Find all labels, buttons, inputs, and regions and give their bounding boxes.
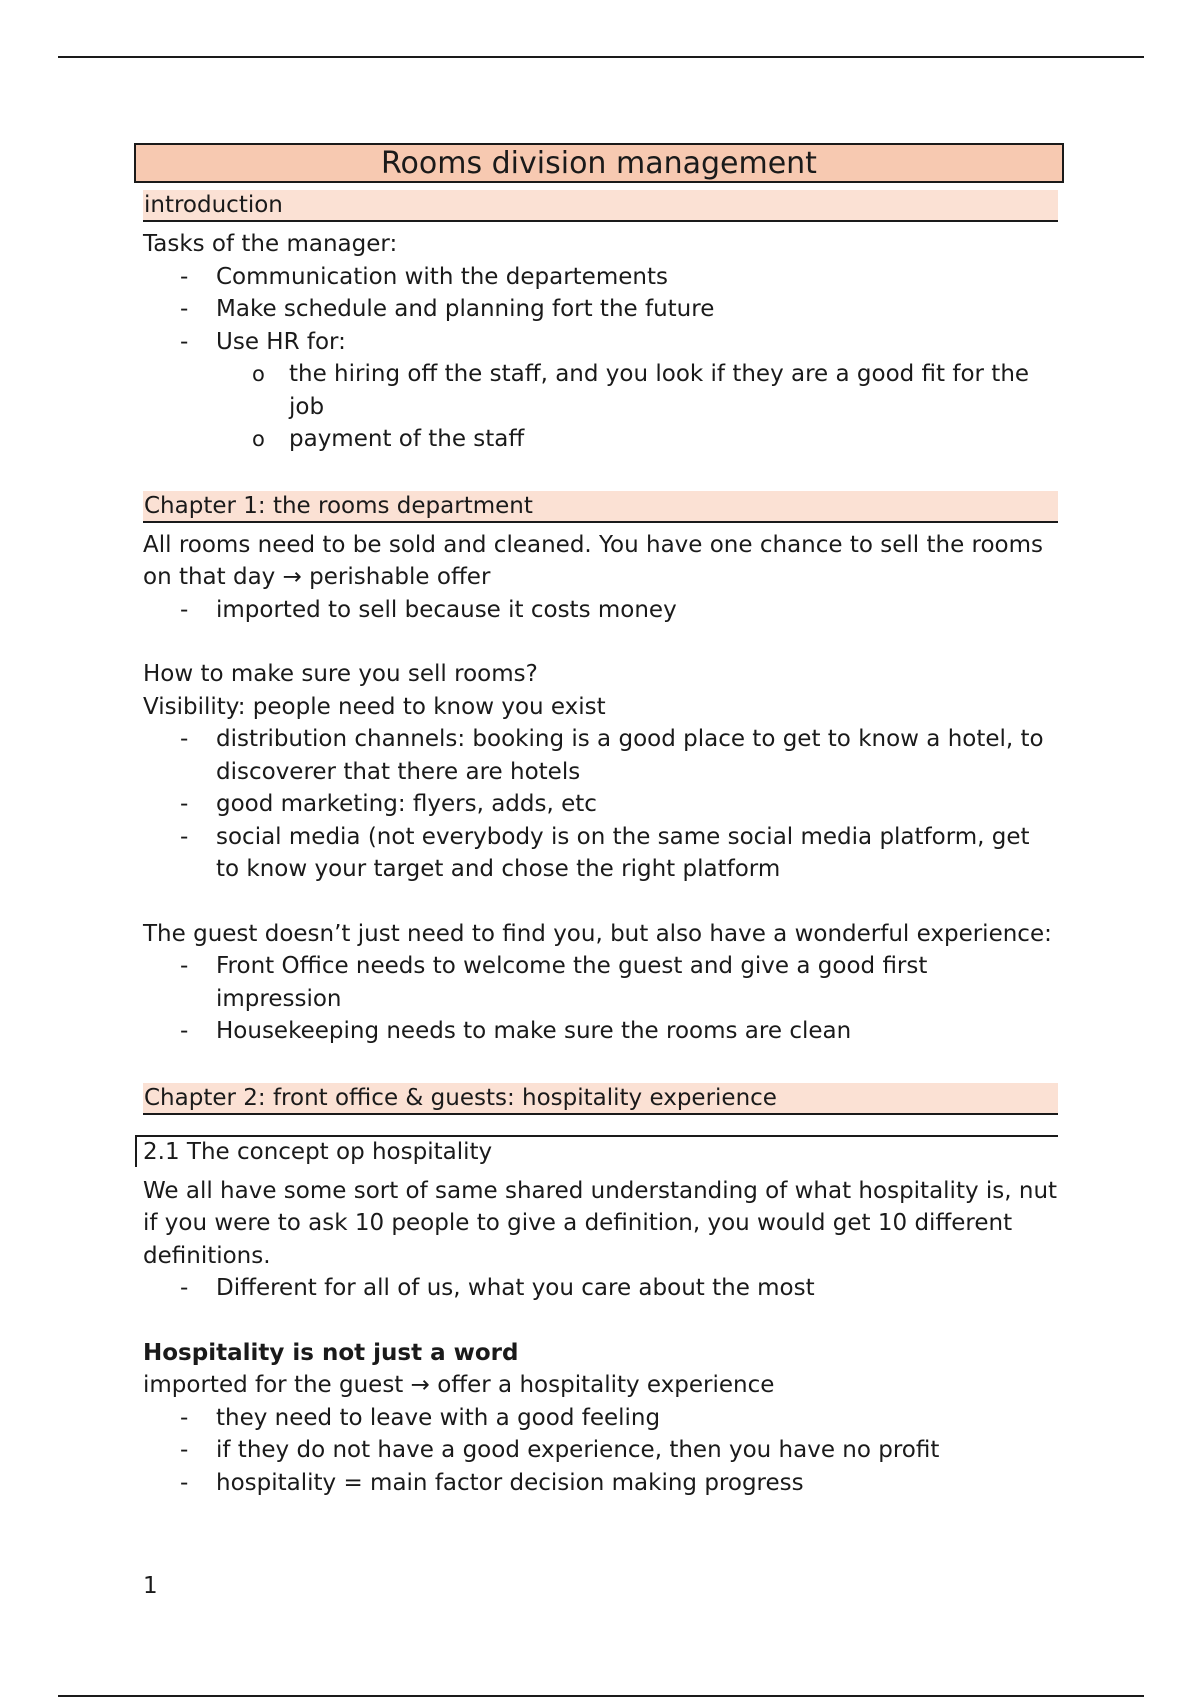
dash-bullet: -: [180, 1437, 189, 1463]
chapter1-paragraph-2: The guest doesn’t just need to find you, but also have a wonderful experience:: [143, 920, 1052, 947]
dash-bullet: -: [180, 596, 189, 623]
dash-bullet: -: [180, 296, 189, 322]
list-item-text: if they do not have a good experience, then you have no profit: [216, 1437, 940, 1463]
list-item: [143, 1402, 1058, 1435]
chapter1-paragraph: All rooms need to be sold and cleaned. You have one chance to sell the rooms on that day → perishable offer: [143, 531, 1044, 590]
spacer: [143, 886, 1058, 918]
sub-list-item: [143, 358, 1058, 423]
list-item-text: distribution channels: booking is a good place to get to know a hotel, to discoverer that there are hotels: [216, 726, 1044, 785]
document-title: Rooms division management: [134, 143, 1064, 183]
dash-bullet: -: [180, 328, 189, 355]
list-item: [143, 821, 1058, 886]
header-rule: [58, 56, 1144, 58]
page-number: 1: [143, 1573, 158, 1599]
spacer: [143, 626, 1058, 658]
list-item-text: social media (not everybody is on the same social media platform, get to know your target and chose the right platform: [216, 823, 1030, 882]
spacer: [143, 1305, 1058, 1337]
intro-lead: Tasks of the manager:: [143, 231, 398, 257]
dash-bullet: -: [180, 726, 189, 752]
circle-bullet: o: [252, 427, 265, 451]
list-item: [143, 1467, 1058, 1500]
chapter2-list-2: [143, 1402, 1058, 1500]
chapter1-question: How to make sure you sell rooms?: [143, 661, 538, 687]
list-item: [143, 326, 1058, 359]
dash-bullet: -: [180, 1469, 189, 1496]
heading-introduction: introduction: [143, 190, 1058, 222]
chapter1-list-3: [143, 950, 1058, 1048]
list-item: [143, 594, 1058, 627]
sub-list-item-text: payment of the staff: [289, 426, 525, 452]
dash-bullet: -: [180, 1404, 189, 1431]
heading-chapter-2: Chapter 2: front office & guests: hospitality experience: [143, 1083, 1058, 1115]
list-item-text: good marketing: flyers, adds, etc: [216, 791, 597, 817]
intro-list: [143, 261, 1058, 359]
list-item-text: Housekeeping needs to make sure the rooms are clean: [216, 1018, 852, 1044]
list-item-text: imported to sell because it costs money: [216, 596, 677, 623]
footer-rule: [58, 1695, 1144, 1697]
chapter2-list-1: [143, 1272, 1058, 1305]
list-item-text: they need to leave with a good feeling: [216, 1404, 661, 1431]
chapter1-list-1: [143, 594, 1058, 627]
list-item: [143, 723, 1058, 788]
heading-section-2-1: 2.1 The concept op hospitality: [135, 1135, 1058, 1167]
chapter2-paragraph: We all have some sort of same shared understanding of what hospitality is, nut if you were to ask 10 people to give a definition, you would get 10 different definitions.: [143, 1177, 1058, 1269]
dash-bullet: -: [180, 953, 189, 979]
chapter2-paragraph-2: imported for the guest → offer a hospitality experience: [143, 1372, 775, 1398]
dash-bullet: -: [180, 791, 189, 817]
list-item: [143, 1434, 1058, 1467]
list-item: [143, 293, 1058, 326]
list-item: [143, 1015, 1058, 1048]
dash-bullet: -: [180, 823, 189, 850]
list-item: [143, 950, 1058, 1015]
chapter1-list-2: [143, 723, 1058, 886]
list-item-text: Front Office needs to welcome the guest and give a good first impression: [216, 953, 928, 1012]
page-content: [143, 143, 1058, 1499]
dash-bullet: -: [180, 1275, 189, 1301]
list-item-text: Different for all of us, what you care about the most: [216, 1275, 815, 1301]
list-item: [143, 1272, 1058, 1305]
heading-chapter-1: Chapter 1: the rooms department: [143, 491, 1058, 523]
list-item: [143, 788, 1058, 821]
list-item-text: Make schedule and planning fort the future: [216, 296, 715, 322]
bold-subheading: Hospitality is not just a word: [143, 1339, 519, 1366]
sub-list-item-text: the hiring off the staff, and you look if they are a good fit for the job: [289, 361, 1030, 420]
list-item: [143, 261, 1058, 294]
intro-sublist: [143, 358, 1058, 456]
list-item-text: Communication with the departements: [216, 263, 668, 290]
sub-list-item: [143, 423, 1058, 456]
list-item-text: Use HR for:: [216, 328, 346, 355]
chapter1-visibility: Visibility: people need to know you exist: [143, 693, 606, 720]
dash-bullet: -: [180, 263, 189, 290]
circle-bullet: o: [252, 362, 265, 386]
dash-bullet: -: [180, 1018, 189, 1044]
list-item-text: hospitality = main factor decision making progress: [216, 1469, 804, 1496]
